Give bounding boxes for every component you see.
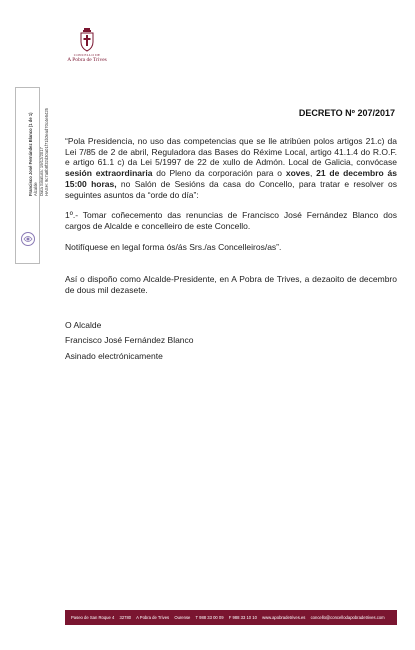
convocation-lead: “Pola Presidencia, no uso das competencias que se lle atribúen polos artigos 21.c) da Lei 7/85 de 2 de abril, Reguladora das Bases do Réxime Local, artigo 41.1.4 do R.O.F. e artigo 61.1 c) da Lei 5/1997 de 22 de xullo de Admón. Local de Galicia, convócase [65,136,397,168]
convocation-comma: , [309,168,317,179]
footer-phone: T 988 33 00 09 [195,615,224,620]
document-body [65,136,397,367]
footer-province: Ourense [174,615,191,620]
footer-town: A Pobra de Trives [136,615,170,620]
convocation-tail: no Salón de Sesións da casa do Concello, para tratar e resolver os seguintes asuntos da “orde do día”: [65,178,397,200]
convocation-mid: do Pleno da corporación para o [152,168,286,179]
closing-role: O Alcalde [65,319,102,330]
signature-hash: HASH: 9c7a8b8f32d30a01f71b2ead70c4e5425 [44,108,50,197]
session-datetime: 21 de decembro ás 15:00 horas, [65,168,397,189]
closing-note: Asinado electrónicamente [65,351,163,362]
session-weekday: xoves [285,168,310,179]
footer-address: Paseo de San Roque 4 [71,615,115,620]
seal-icon [20,231,36,247]
decree-number: DECRETO Nº 207/2017 [298,108,395,118]
footer-postal: 32780 [119,615,132,620]
footer-fax: F 988 33 10 10 [228,615,257,620]
footer-email-link[interactable]: concello@concellodapobradetrives.com [310,615,385,620]
closing-name: Francisco José Fernández Blanco [65,335,194,346]
disposition-paragraph: Así o dispoño como Alcalde-Presidente, en A Pobra de Trives, a dezaoito de decembro de dous mil dezasete. [65,274,397,296]
coat-of-arms-icon [79,28,95,52]
signature-signer: Francisco José Fernández Blanco (1 de 1) [28,112,33,197]
concello-logo [62,28,112,63]
footer-bar [65,610,397,625]
signature-role: Alcalde [33,182,39,197]
session-type: sesión extraordinaria [65,168,153,179]
signature-date: Data Sinatura: 19/12/2017 [38,147,44,197]
convocation-paragraph [65,136,397,200]
logo-concello-label: CONCELLO DE [73,53,101,57]
electronic-signature-box [15,87,50,264]
notification-paragraph: Notifíquese en legal forma ós/ás Srs./as Concelleiros/as”. [65,241,282,252]
signature-text [28,108,50,196]
agenda-item: 1º.- Tomar coñecemento das renuncias de Francisco José Fernández Blanco dos cargos de Alcalde e concelleiro de este Concello. [65,210,397,231]
footer-web-link[interactable]: www.apobradetrives.es [262,615,306,620]
logo-town-name: A Pobra de Trives [67,57,107,63]
